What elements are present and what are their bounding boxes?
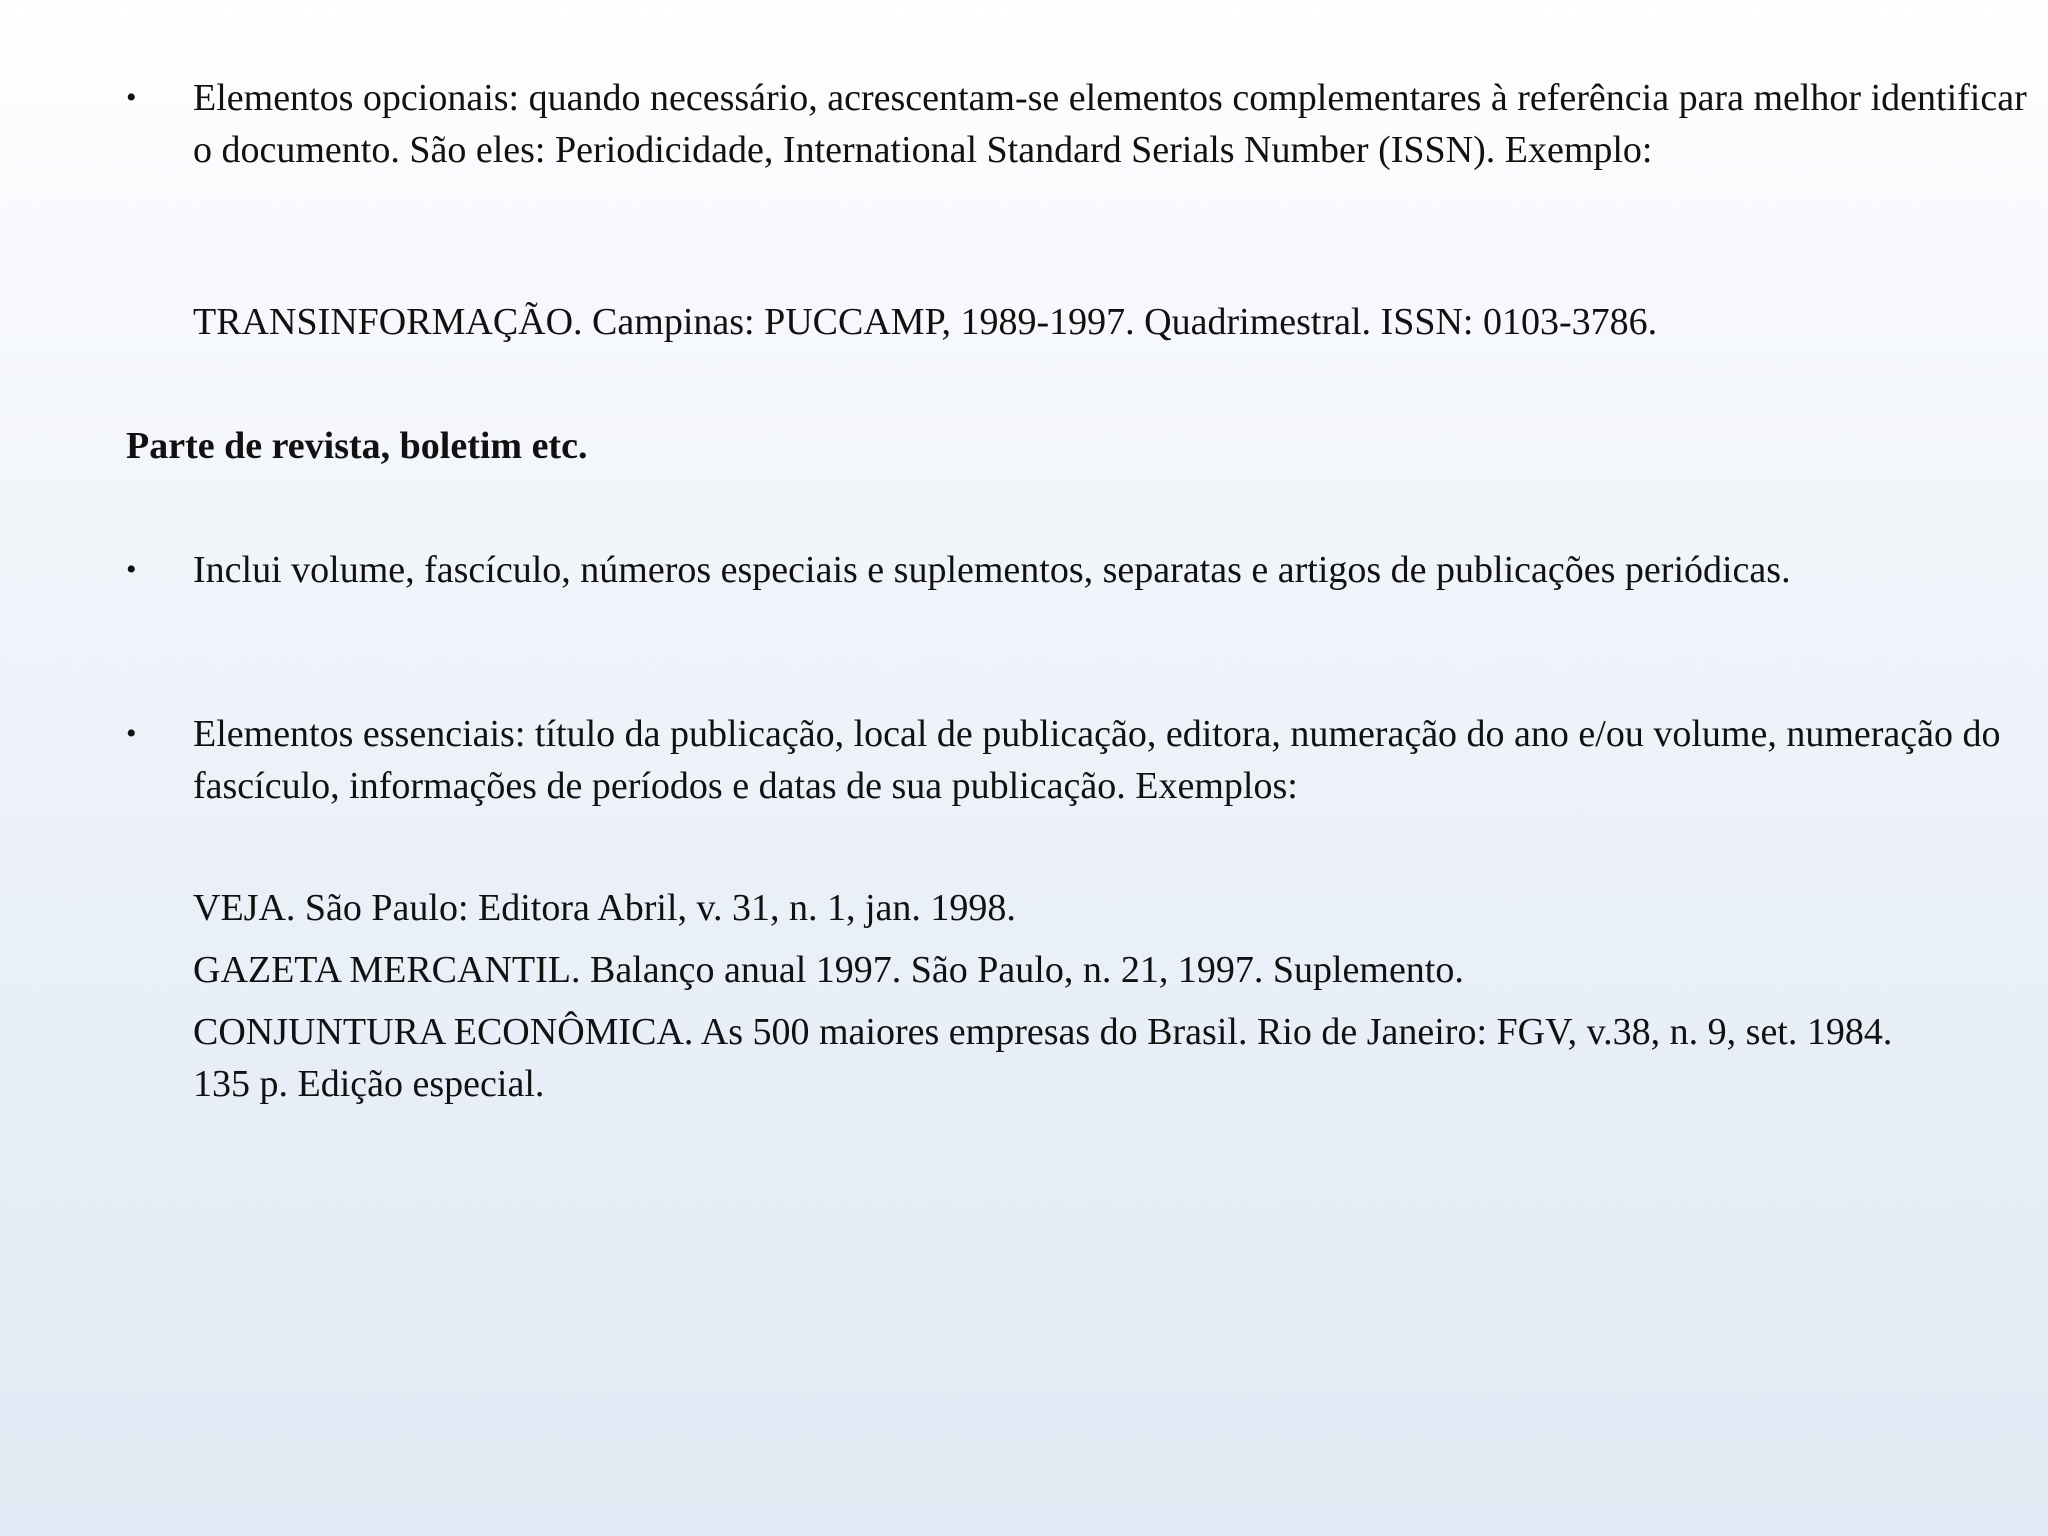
bullet-text-essential-elements: Elementos essenciais: título da publicação, local de publicação, editora, numeração do ano e/ou volume, numeração do fascículo, informações de períodos e datas de sua publicação. Exemplos: (193, 713, 2001, 807)
bullet-icon: • (126, 717, 137, 750)
bullet-text-includes: Inclui volume, fascículo, números especiais e suplementos, separatas e artigos de publicações periódicas. (193, 549, 1791, 591)
section-heading: Parte de revista, boletim etc. (126, 425, 588, 467)
example-veja: VEJA. São Paulo: Editora Abril, v. 31, n. 1, jan. 1998. (193, 887, 1016, 929)
bullet-icon: • (126, 553, 137, 586)
bullet-text-optional-elements: Elementos opcionais: quando necessário, acrescentam-se elementos complementares à referência para melhor identificar o documento. São eles: Periodicidade, International Standard Serials Number (ISSN). Exemplo: (193, 77, 2027, 171)
example-gazeta-mercantil: GAZETA MERCANTIL. Balanço anual 1997. São Paulo, n. 21, 1997. Suplemento. (193, 949, 1464, 991)
bullet-icon: • (126, 81, 137, 114)
example-transinformacao: TRANSINFORMAÇÃO. Campinas: PUCCAMP, 1989-1997. Quadrimestral. ISSN: 0103-3786. (193, 301, 1658, 343)
example-conjuntura-economica: CONJUNTURA ECONÔMICA. As 500 maiores empresas do Brasil. Rio de Janeiro: FGV, v.38, n. 9, set. 1984. 135 p. Edição especial. (193, 1011, 1893, 1105)
